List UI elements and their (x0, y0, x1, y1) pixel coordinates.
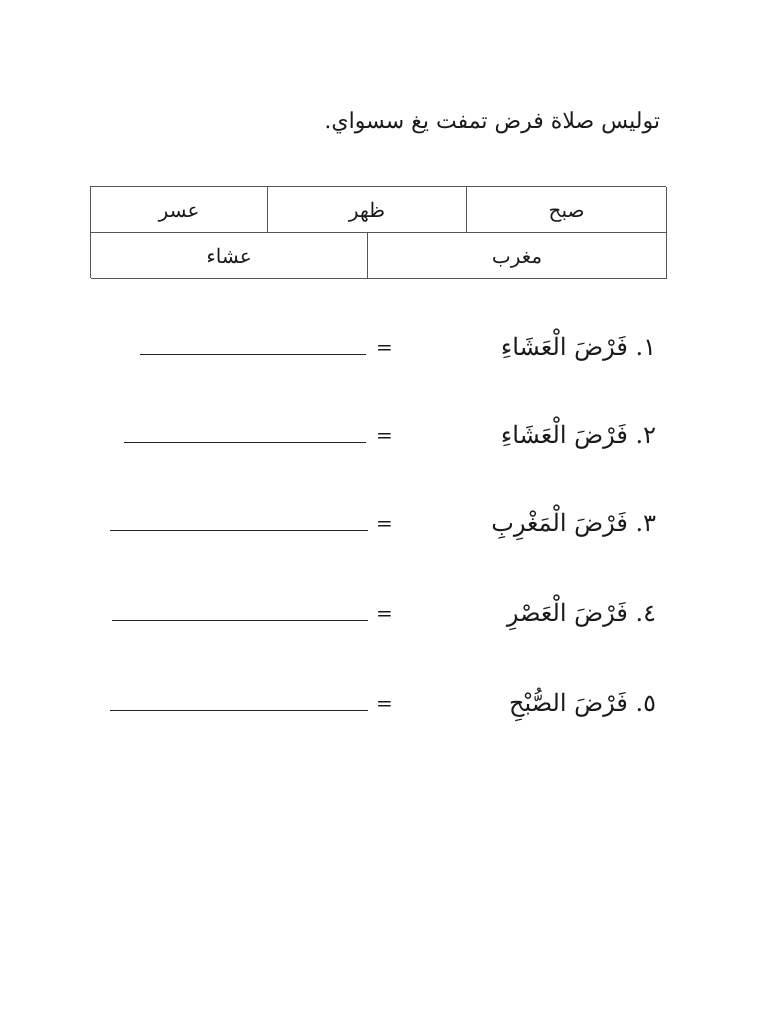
question-1 (0, 324, 768, 370)
table-cell-text: مغرب (491, 243, 543, 268)
table-cell-zuhur (268, 187, 467, 233)
prayer-word-table (90, 186, 666, 278)
equals-sign: = (376, 601, 393, 625)
answer-blank[interactable] (140, 354, 366, 355)
table-cell-text: صبح (548, 197, 585, 222)
answer-blank[interactable] (112, 620, 368, 621)
table-cell-text: عشاء (206, 243, 252, 268)
equals-sign: = (376, 691, 393, 715)
equals-sign: = (376, 423, 393, 447)
table-cell-text: عسر (158, 197, 200, 222)
answer-blank[interactable] (124, 442, 366, 443)
question-label: ٢. فَرْضَ الْعَشَاءِ (500, 421, 656, 449)
question-label: ١. فَرْضَ الْعَشَاءِ (500, 333, 656, 361)
worksheet-instruction: توليس صلاة فرض تمفت يغ سسواي. (324, 109, 660, 134)
question-label: ٥. فَرْضَ الصُّبْحِ (508, 689, 656, 717)
equals-sign: = (376, 335, 393, 359)
question-label: ٤. فَرْضَ الْعَصْرِ (506, 599, 656, 627)
question-label: ٣. فَرْضَ الْمَغْرِبِ (491, 509, 656, 537)
answer-blank[interactable] (110, 710, 368, 711)
question-2 (0, 412, 768, 458)
question-3 (0, 500, 768, 546)
table-cell-text: ظهر (348, 197, 386, 222)
question-4 (0, 590, 768, 636)
table-cell-subuh (467, 187, 667, 233)
equals-sign: = (376, 511, 393, 535)
question-5 (0, 680, 768, 726)
table-cell-maghrib (368, 233, 667, 279)
answer-blank[interactable] (110, 530, 368, 531)
table-cell-isyak (91, 233, 368, 279)
table-cell-asar (91, 187, 268, 233)
